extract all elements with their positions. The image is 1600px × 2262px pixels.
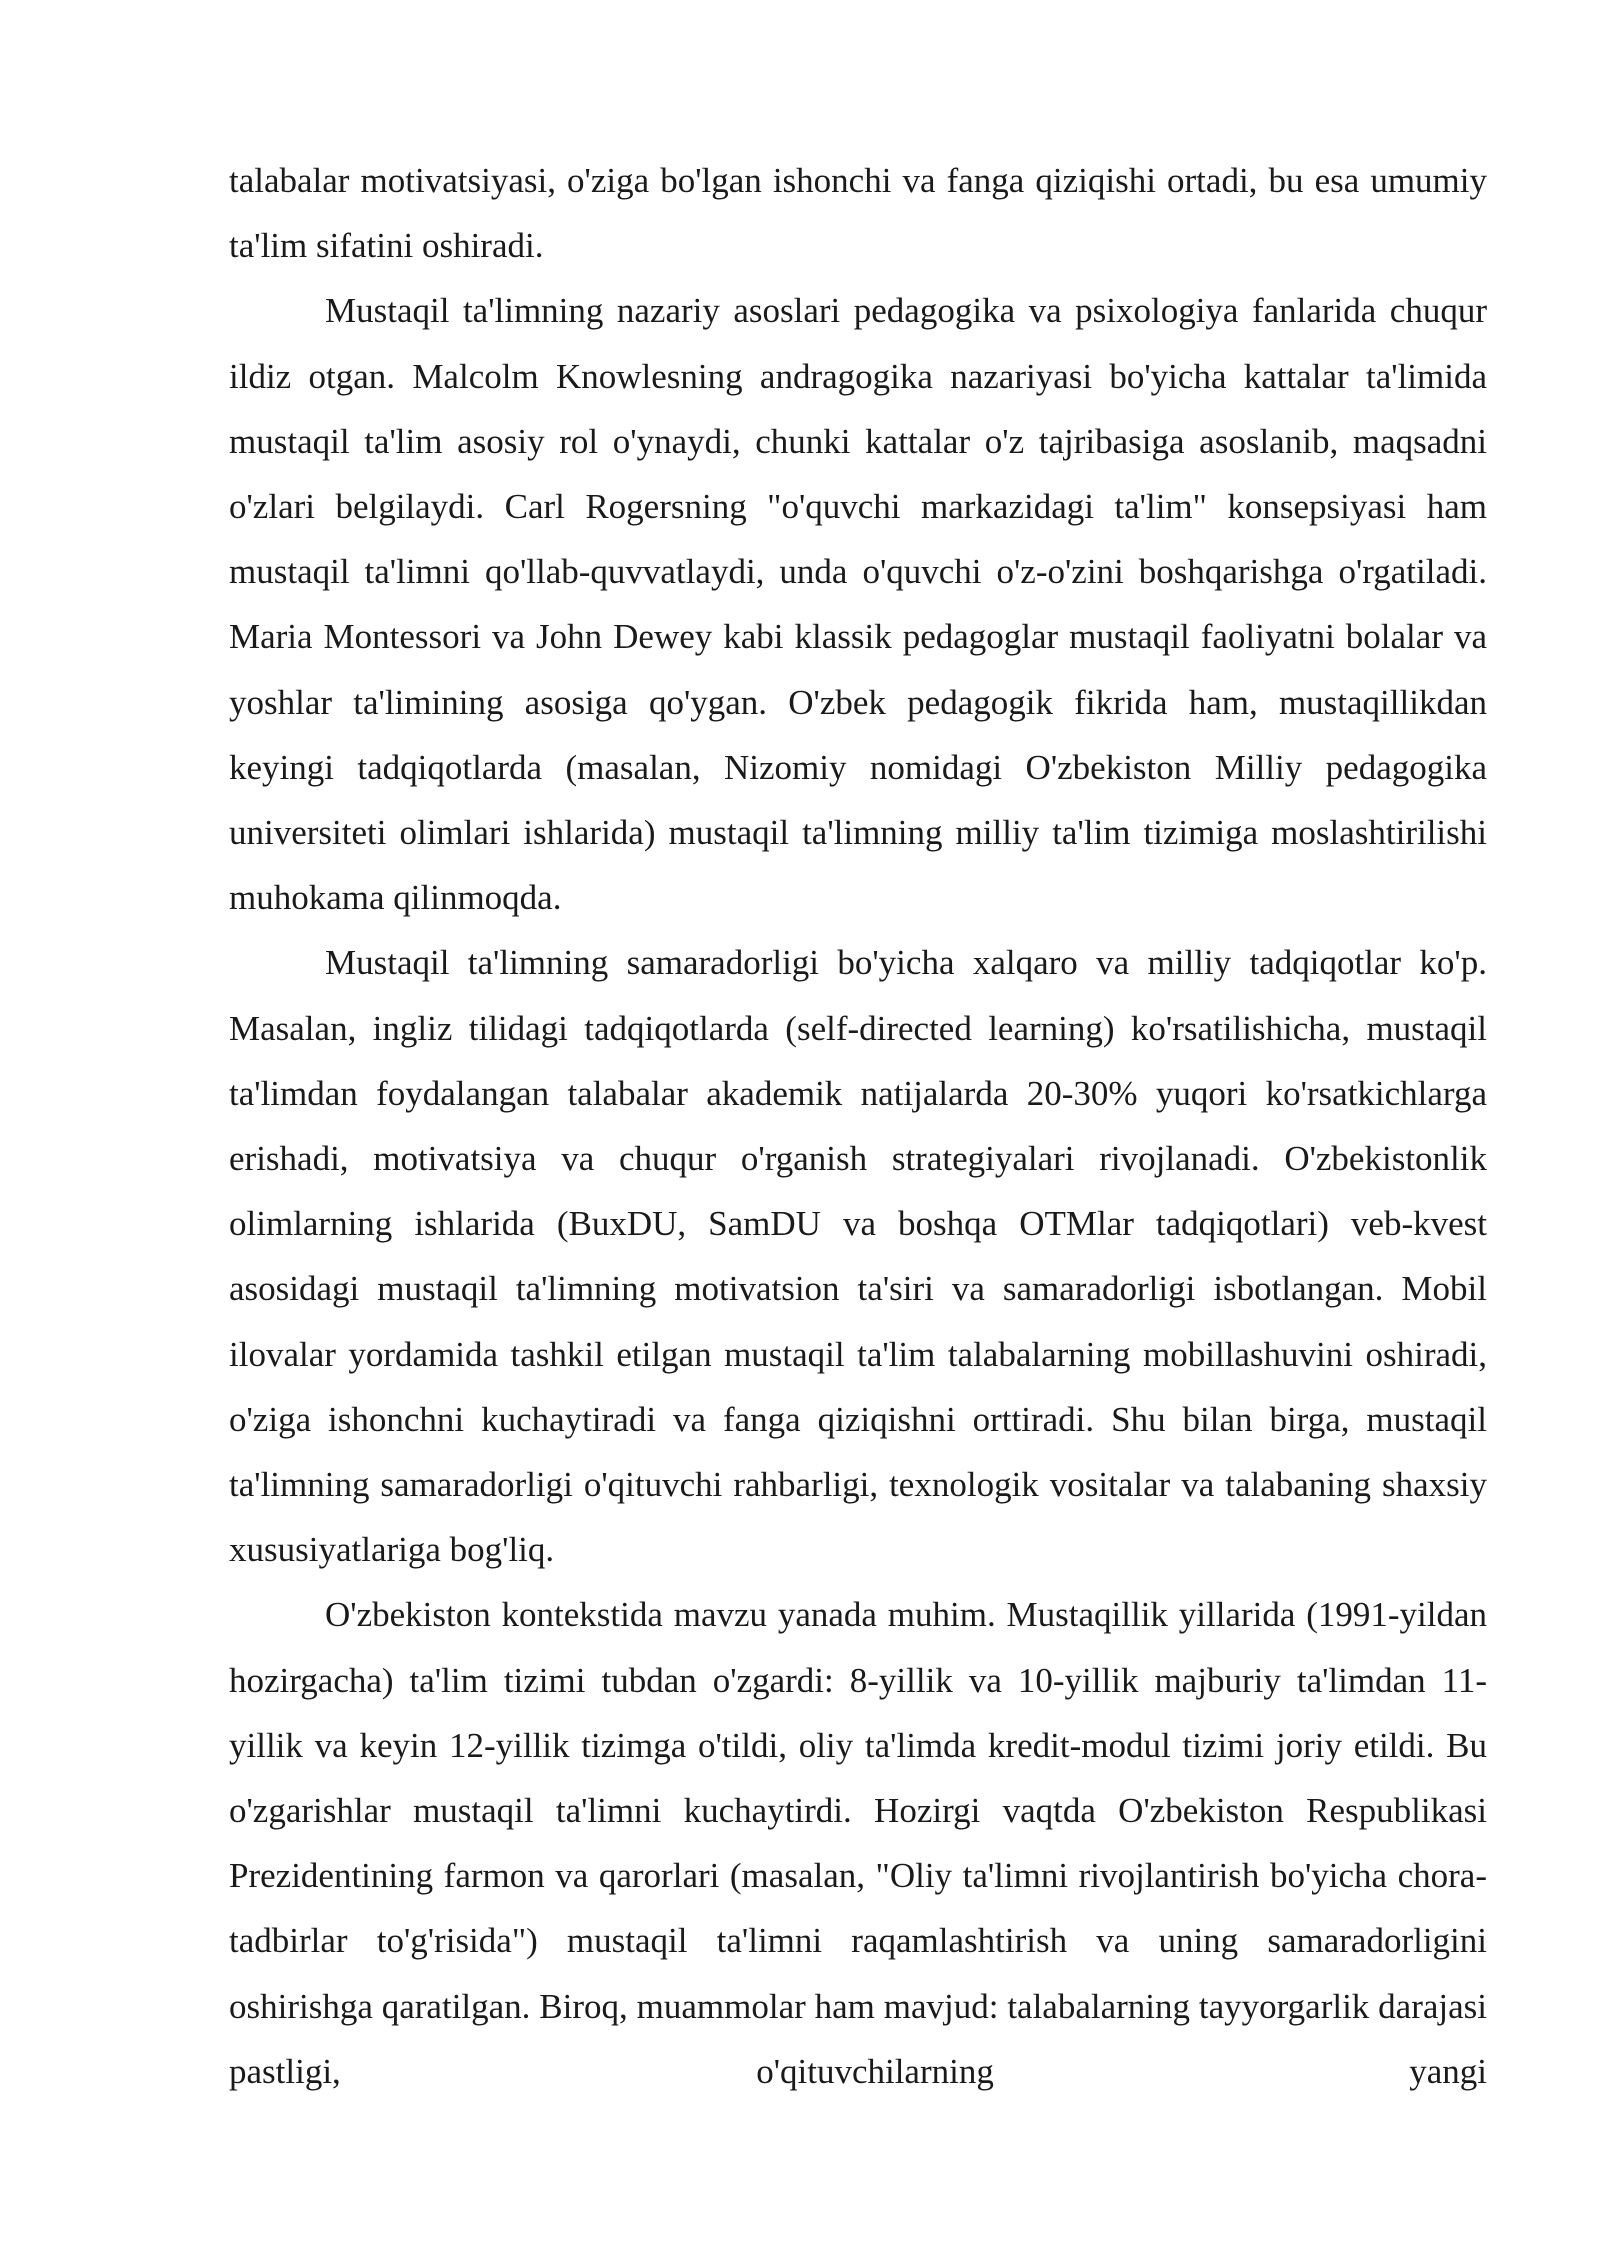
paragraph-uzbekistan-context: O'zbekiston kontekstida mavzu yanada muhim. Mustaqillik yillarida (1991-yildan hozirgacha) ta'lim tizimi tubdan o'zgardi: 8-yillik va 10-yillik majburiy ta'limdan 11-yillik va keyin 12-yillik tizimga o'tildi, oliy ta'limda kredit-modul tizimi joriy etildi. Bu o'zgarishlar mustaqil ta'limni kuchaytirdi. Hozirgi vaqtda O'zbekiston Respublikasi Prezidentining farmon va qarorlari (masalan, "Oliy ta'limni rivojlantirish bo'yicha chora-tadbirlar to'g'risida") mustaqil ta'limni raqamlashtirish va uning samaradorligini oshirishga qaratilgan. Biroq, muammolar ham mavjud: talabalarning tayyorgarlik darajasi pastligi, o'qituvchilarning yangi (229, 1595, 1487, 2091)
paragraph-theoretical-foundations: Mustaqil ta'limning nazariy asoslari pedagogika va psixologiya fanlarida chuqur ildiz otgan. Malcolm Knowlesning andragogika nazariyasi bo'yicha kattalar ta'limida mustaqil ta'lim asosiy rol o'ynaydi, chunki kattalar o'z tajribasiga asoslanib, maqsadni o'zlari belgilaydi. Carl Rogersning "o'quvchi markazidagi ta'lim" konsepsiyasi ham mustaqil ta'limni qo'llab-quvvatlaydi, unda o'quvchi o'z-o'zini boshqarishga o'rgatiladi. Maria Montessori va John Dewey kabi klassik pedagoglar mustaqil faoliyatni bolalar va yoshlar ta'limining asosiga qo'ygan. O'zbek pedagogik fikrida ham, mustaqillikdan keyingi tadqiqotlarda (masalan, Nizomiy nomidagi O'zbekiston Milliy pedagogika universiteti olimlari ishlarida) mustaqil ta'limning milliy ta'lim tizimiga moslashtirilishi muhokama qilinmoqda. (229, 291, 1487, 918)
paragraph-continued: talabalar motivatsiyasi, o'ziga bo'lgan ishonchi va fanga qiziqishi ortadi, bu esa umumiy ta'lim sifatini oshiradi. (229, 161, 1487, 266)
document-body (229, 148, 1487, 2104)
paragraph-effectiveness-research: Mustaqil ta'limning samaradorligi bo'yicha xalqaro va milliy tadqiqotlar ko'p. Masalan, ingliz tilidagi tadqiqotlarda (self-directed learning) ko'rsatilishicha, mustaqil ta'limdan foydalangan talabalar akademik natijalarda 20-30% yuqori ko'rsatkichlarga erishadi, motivatsiya va chuqur o'rganish strategiyalari rivojlanadi. O'zbekistonlik olimlarning ishlarida (BuxDU, SamDU va boshqa OTMlar tadqiqotlari) veb-kvest asosidagi mustaqil ta'limning motivatsion ta'siri va samaradorligi isbotlangan. Mobil ilovalar yordamida tashkil etilgan mustaqil ta'lim talabalarning mobillashuvini oshiradi, o'ziga ishonchni kuchaytiradi va fanga qiziqishni orttiradi. Shu bilan birga, mustaqil ta'limning samaradorligi o'qituvchi rahbarligi, texnologik vositalar va talabaning shaxsiy xususiyatlariga bog'liq. (229, 943, 1487, 1570)
